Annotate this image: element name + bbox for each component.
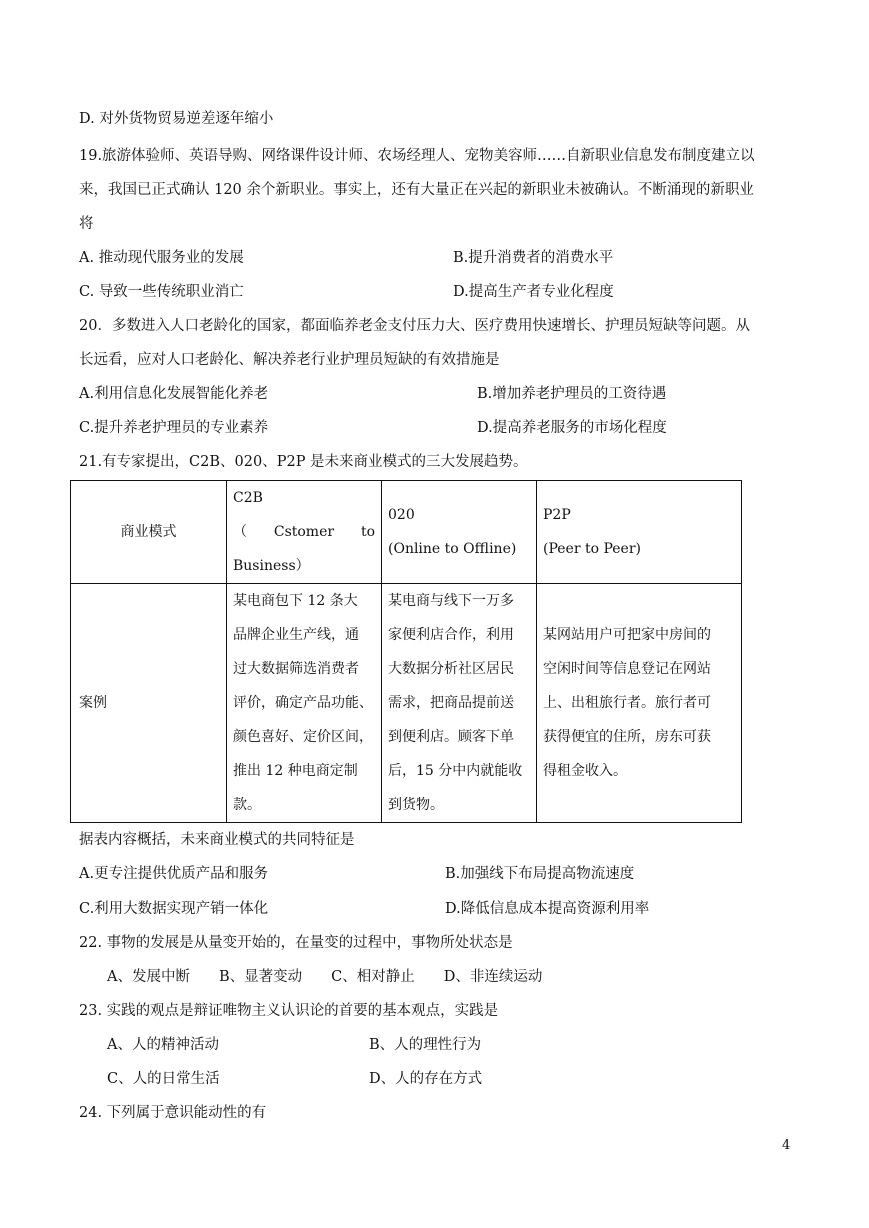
q23-option-a: A、人的精神活动 — [107, 1037, 219, 1053]
q22-stem: 22. 事物的发展是从量变开始的，在量变的过程中，事物所处状态是 — [79, 935, 513, 951]
table-header-row — [71, 481, 742, 584]
q21-option-c: C.利用大数据实现产销一体化 — [79, 901, 269, 917]
o2o-case-cell — [382, 584, 537, 823]
p2p-case-line: 空闲时间等信息登记在网站 — [543, 661, 711, 677]
q19-stem-line1: 19.旅游体验师、英语导购、网络课件设计师、农场经理人、宠物美容师……自新职业信息发布制度建立以 — [79, 148, 755, 164]
p2p-name: P2P — [543, 507, 571, 523]
c2b-case-line: 颜色喜好、定价区间， — [233, 729, 373, 745]
q20-stem-line1: 20．多数进入人口老龄化的国家，都面临养老金支付压力大、医疗费用快速增长、护理员短缺等问题。从 — [79, 318, 750, 334]
o2o-case-line: 家便利店合作，利用 — [388, 627, 514, 643]
c2b-header-cell — [227, 481, 382, 584]
o2o-case-line: 需求，把商品提前送 — [388, 695, 514, 711]
p2p-header-cell — [537, 481, 742, 584]
case-label-cell — [71, 584, 227, 823]
c2b-name: C2B — [233, 490, 263, 506]
c2b-fullname-end: Business） — [233, 558, 310, 574]
header-label: 商业模式 — [120, 524, 177, 540]
q21-option-b: B.加强线下布局提高物流速度 — [445, 866, 635, 882]
o2o-case-line: 到货物。 — [388, 797, 444, 813]
q23-option-c: C、人的日常生活 — [107, 1071, 220, 1087]
p2p-fullname: (Peer to Peer) — [543, 541, 641, 557]
q18-option-d: D. 对外货物贸易逆差逐年缩小 — [79, 111, 274, 127]
q22-options: A、发展中断 B、显著变动 C、相对静止 D、非连续运动 — [107, 969, 543, 985]
q19-stem-line2: 来，我国已正式确认 120 余个新职业。事实上，还有大量正在兴起的新职业未被确认。不断涌现的新职业 — [79, 182, 754, 198]
c2b-case-line: 某电商包下 12 条大 — [233, 593, 358, 609]
c2b-case-line: 推出 12 种电商定制 — [233, 763, 358, 779]
q21-question: 据表内容概括，未来商业模式的共同特征是 — [79, 832, 355, 848]
q20-option-a: A.利用信息化发展智能化养老 — [79, 386, 269, 402]
c2b-case-line: 过大数据筛选消费者 — [233, 661, 359, 677]
header-label-cell — [71, 481, 227, 584]
case-label: 案例 — [79, 695, 107, 711]
p2p-case-cell — [537, 584, 742, 823]
p2p-case-line: 得租金收入。 — [543, 763, 627, 779]
o2o-case-line: 后，15 分中内就能收 — [388, 763, 523, 779]
q20-option-b: B.增加养老护理员的工资待遇 — [477, 386, 667, 402]
p2p-case-line: 获得便宜的住所，房东可获 — [543, 729, 711, 745]
q23-stem: 23. 实践的观点是辩证唯物主义认识论的首要的基本观点，实践是 — [79, 1003, 499, 1019]
business-model-table — [70, 480, 742, 823]
c2b-paren: （ — [233, 524, 247, 540]
page-number: 4 — [782, 1138, 791, 1153]
c2b-case-line: 款。 — [233, 797, 261, 813]
o2o-case-line: 某电商与线下一万多 — [388, 593, 514, 609]
q19-option-c: C. 导致一些传统职业消亡 — [79, 284, 244, 300]
q21-option-d: D.降低信息成本提高资源利用率 — [445, 901, 650, 917]
table-case-row — [71, 584, 742, 823]
c2b-case-line: 评价，确定产品功能、 — [233, 695, 373, 711]
c2b-word2: to — [360, 524, 375, 540]
q20-option-c: C.提升养老护理员的专业素养 — [79, 420, 269, 436]
c2b-word1: Cstomer — [273, 524, 335, 540]
q19-option-b: B.提升消费者的消费水平 — [453, 250, 614, 266]
o2o-header-cell — [382, 481, 537, 584]
q20-stem-line2: 长远看，应对人口老龄化、解决养老行业护理员短缺的有效措施是 — [79, 352, 500, 368]
q23-option-d: D、人的存在方式 — [369, 1071, 483, 1087]
q20-option-d: D.提高养老服务的市场化程度 — [477, 420, 667, 436]
p2p-case-line: 某网站用户可把家中房间的 — [543, 627, 711, 643]
q23-option-b: B、人的理性行为 — [369, 1037, 482, 1053]
p2p-case-line: 上、出租旅行者。旅行者可 — [543, 695, 711, 711]
o2o-fullname: (Online to Offline) — [388, 541, 517, 557]
q19-option-a: A. 推动现代服务业的发展 — [79, 250, 244, 266]
o2o-case-line: 到便利店。顾客下单 — [388, 729, 514, 745]
c2b-case-cell — [227, 584, 382, 823]
q21-stem: 21.有专家提出，C2B、020、P2P 是未来商业模式的三大发展趋势。 — [79, 454, 528, 470]
c2b-fullname-line — [233, 515, 375, 549]
o2o-case-line: 大数据分析社区居民 — [388, 661, 514, 677]
q24-stem: 24. 下列属于意识能动性的有 — [79, 1105, 267, 1121]
q19-option-d: D.提高生产者专业化程度 — [453, 284, 614, 300]
q21-option-a: A.更专注提供优质产品和服务 — [79, 866, 269, 882]
q19-stem-line3: 将 — [79, 216, 94, 232]
o2o-name: 020 — [388, 507, 415, 523]
c2b-case-line: 品牌企业生产线，通 — [233, 627, 359, 643]
